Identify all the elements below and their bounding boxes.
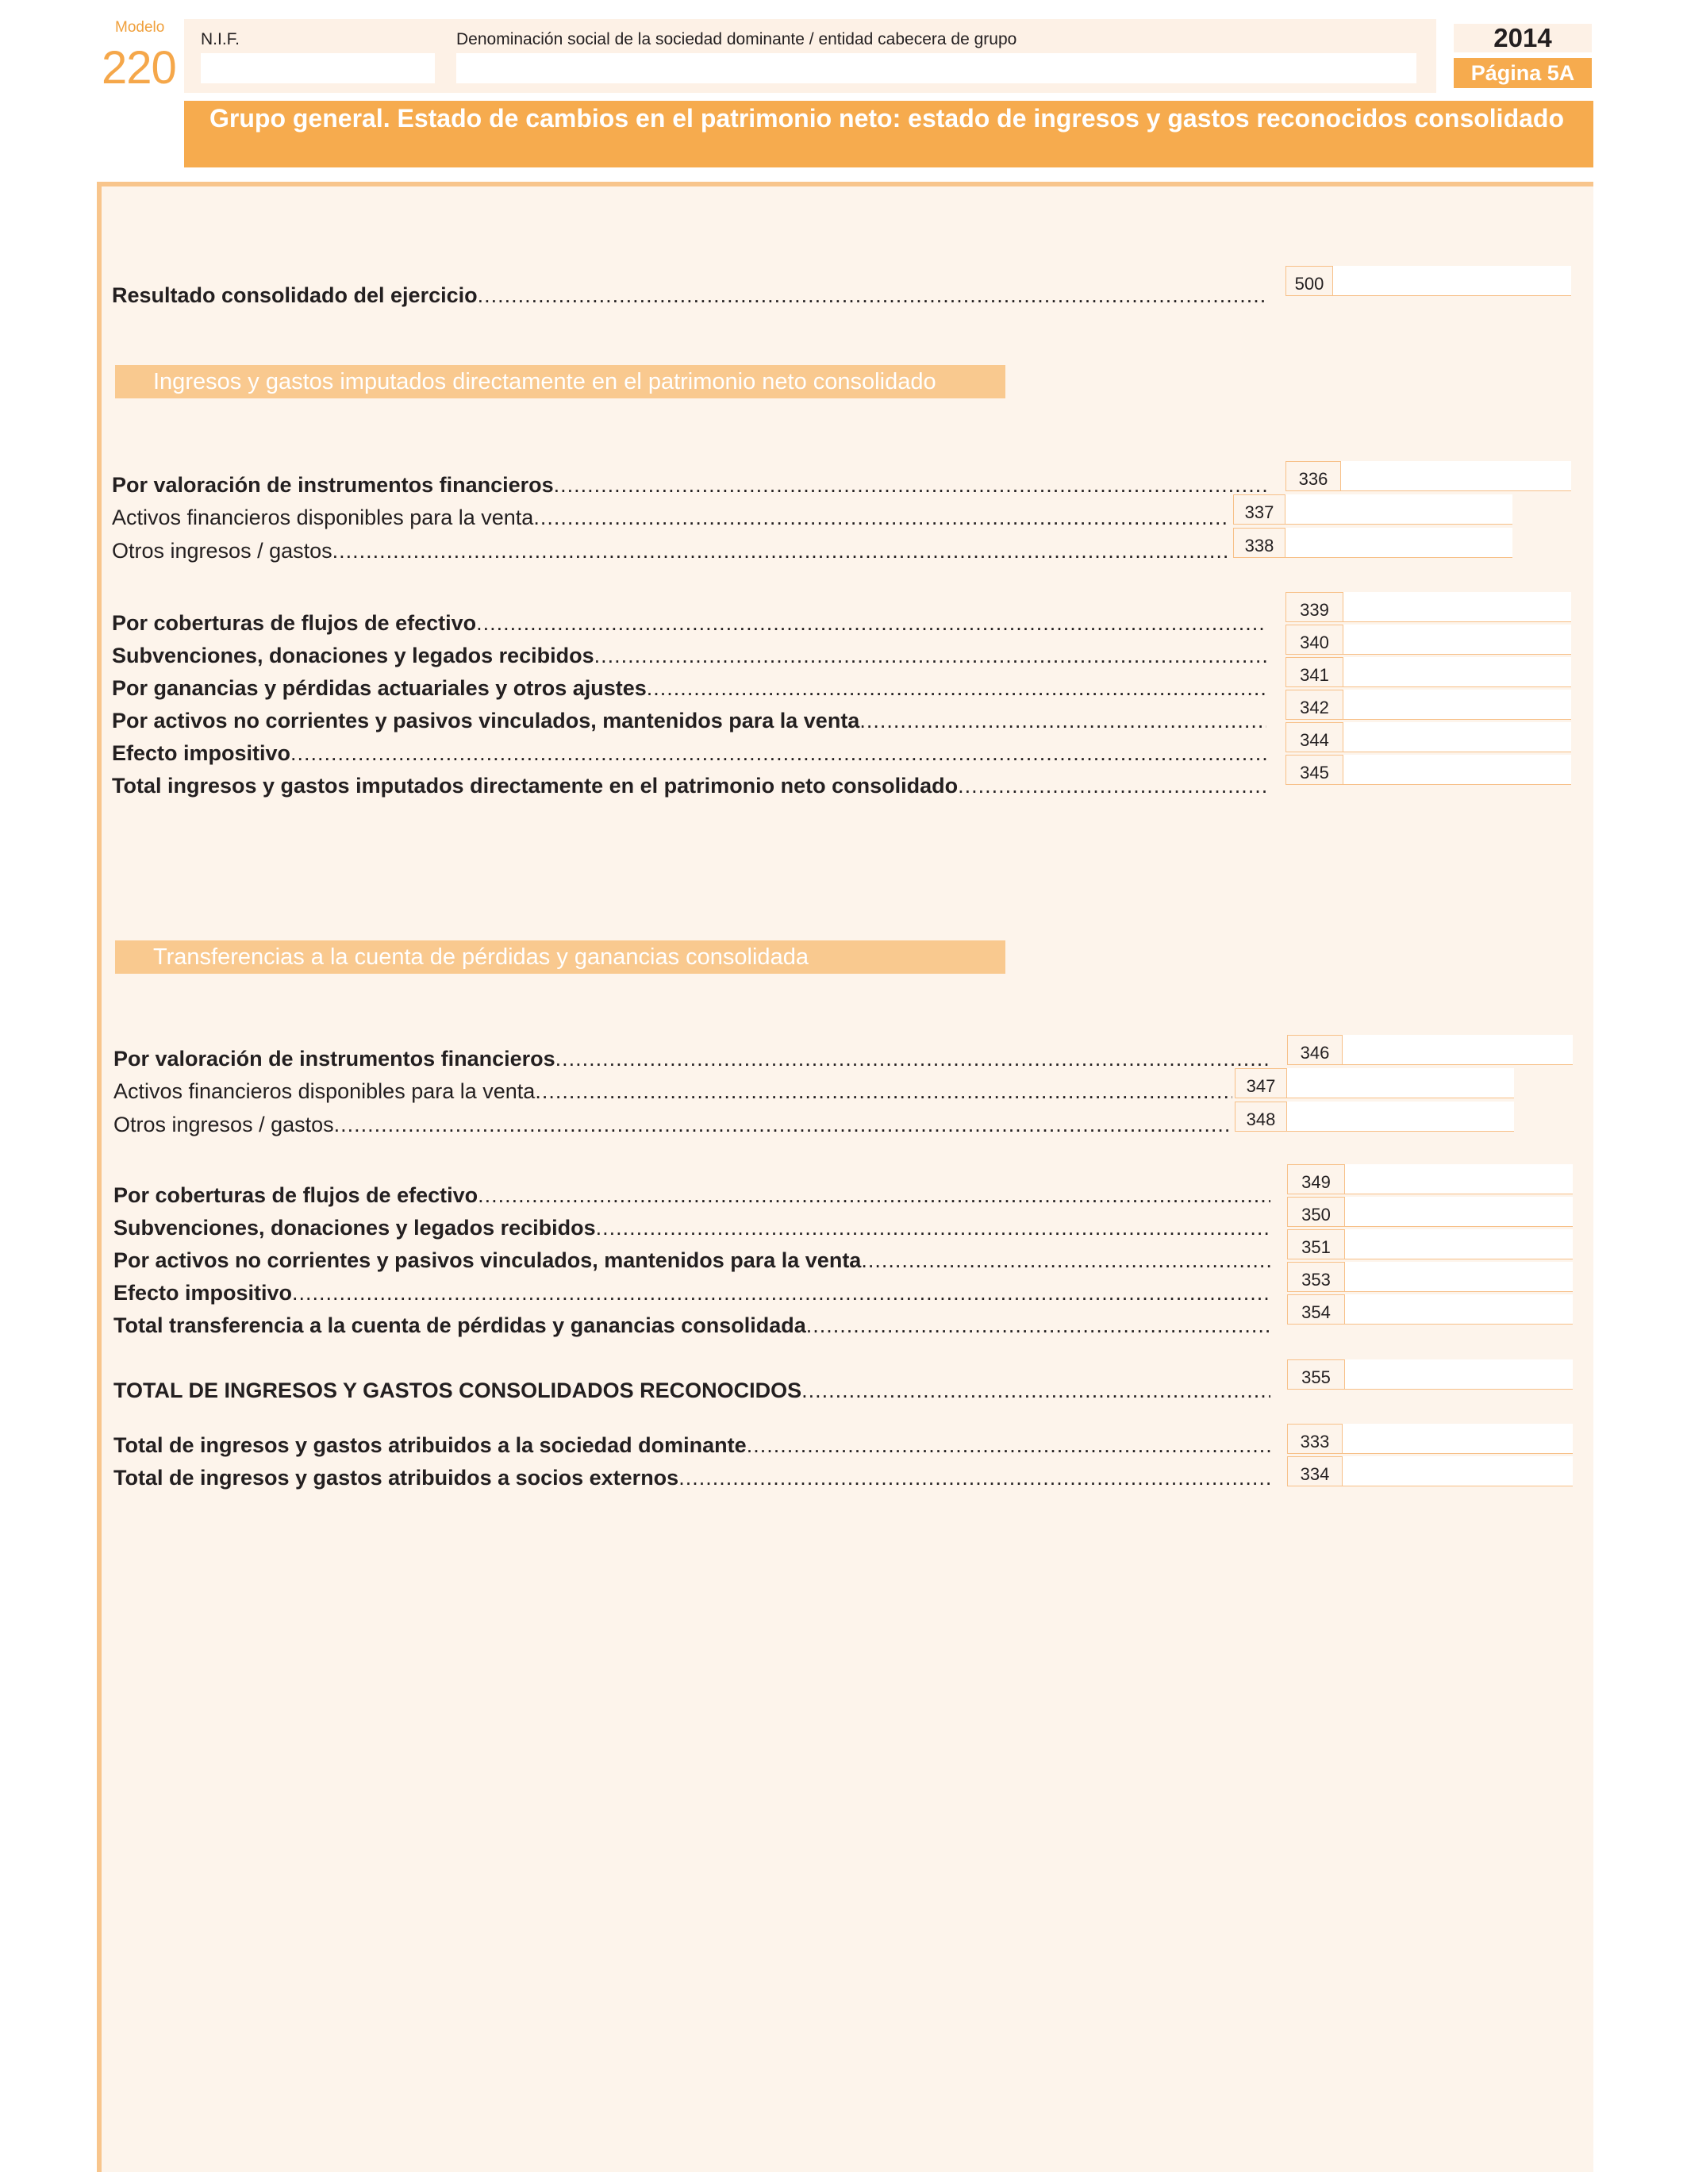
- leader-dots: [801, 1378, 1270, 1403]
- form-row-355: [113, 1371, 1270, 1403]
- leader-dots: [290, 741, 1266, 766]
- value-field-355[interactable]: [1345, 1359, 1573, 1390]
- code-348: 348: [1235, 1102, 1287, 1132]
- value-field-348[interactable]: [1287, 1102, 1514, 1132]
- form-row-347: [113, 1072, 1232, 1104]
- code-345: 345: [1285, 755, 1343, 785]
- row-label: Otros ingresos / gastos: [113, 1113, 334, 1136]
- row-label: Por coberturas de flujos de efectivo: [113, 1183, 478, 1207]
- value-field-333[interactable]: [1343, 1424, 1573, 1454]
- row-label: Activos financieros disponibles para la venta: [113, 1079, 536, 1103]
- section-header-transferencias: Transferencias a la cuenta de pérdidas y ganancias consolidada: [115, 940, 1005, 974]
- code-334: 334: [1287, 1456, 1343, 1486]
- denominacion-field[interactable]: [456, 53, 1416, 83]
- form-row-346: [113, 1040, 1270, 1071]
- code-339: 339: [1285, 592, 1343, 622]
- leader-dots: [535, 1079, 1232, 1104]
- code-341: 341: [1285, 657, 1343, 687]
- modelo-number: 220: [102, 42, 176, 94]
- value-field-345[interactable]: [1343, 755, 1571, 785]
- form-row-344: [112, 734, 1266, 766]
- value-field-334[interactable]: [1343, 1456, 1573, 1486]
- value-field-350[interactable]: [1345, 1197, 1573, 1227]
- value-field-338[interactable]: [1285, 528, 1512, 558]
- form-row-348: [113, 1105, 1232, 1137]
- code-346: 346: [1287, 1035, 1343, 1065]
- leader-dots: [958, 774, 1266, 798]
- value-field-500[interactable]: [1333, 266, 1571, 296]
- value-field-349[interactable]: [1345, 1164, 1573, 1194]
- code-351: 351: [1287, 1229, 1345, 1259]
- row-label: Por coberturas de flujos de efectivo: [112, 611, 477, 635]
- row-label: Total de ingresos y gastos atribuidos a la sociedad dominante: [113, 1433, 747, 1457]
- value-field-340[interactable]: [1343, 625, 1571, 655]
- form-row-337: [112, 498, 1229, 530]
- leader-dots: [747, 1433, 1270, 1458]
- row-label: Otros ingresos / gastos: [112, 539, 332, 563]
- value-field-354[interactable]: [1345, 1294, 1573, 1325]
- value-field-336[interactable]: [1341, 461, 1571, 491]
- code-354: 354: [1287, 1294, 1345, 1325]
- form-row-336: [112, 466, 1266, 498]
- leader-dots: [292, 1281, 1270, 1305]
- value-field-341[interactable]: [1343, 657, 1571, 687]
- leader-dots: [647, 676, 1266, 701]
- leader-dots: [476, 611, 1266, 636]
- row-label: Activos financieros disponibles para la venta: [112, 506, 534, 529]
- row-label: Por valoración de instrumentos financieros: [112, 473, 554, 497]
- leader-dots: [859, 709, 1266, 733]
- code-350: 350: [1287, 1197, 1345, 1227]
- leader-dots: [596, 1216, 1270, 1240]
- value-field-347[interactable]: [1287, 1068, 1514, 1098]
- form-row-333: [113, 1426, 1270, 1458]
- page-badge: Página 5A: [1454, 58, 1592, 88]
- leader-dots: [594, 644, 1266, 668]
- nif-label: N.I.F.: [201, 30, 240, 48]
- denominacion-label: Denominación social de la sociedad dominante / entidad cabecera de grupo: [456, 30, 1017, 48]
- form-row-338: [112, 532, 1229, 563]
- code-500: 500: [1285, 266, 1333, 296]
- row-label: Por ganancias y pérdidas actuariales y otros ajustes: [112, 676, 647, 700]
- leader-dots: [478, 1183, 1270, 1208]
- modelo-label: Modelo: [115, 19, 165, 36]
- form-row-350: [113, 1209, 1270, 1240]
- row-label: Total transferencia a la cuenta de pérdidas y ganancias consolidada: [113, 1313, 806, 1337]
- form-row-334: [113, 1459, 1270, 1490]
- code-337: 337: [1233, 494, 1285, 525]
- form-row-353: [113, 1274, 1270, 1305]
- leader-dots: [554, 473, 1266, 498]
- row-label: Efecto impositivo: [112, 741, 291, 765]
- form-row-354: [113, 1306, 1270, 1338]
- code-342: 342: [1285, 690, 1343, 720]
- value-field-351[interactable]: [1345, 1229, 1573, 1259]
- code-347: 347: [1235, 1068, 1287, 1098]
- value-field-342[interactable]: [1343, 690, 1571, 720]
- code-349: 349: [1287, 1164, 1345, 1194]
- value-field-339[interactable]: [1343, 592, 1571, 622]
- page-title: Grupo general. Estado de cambios en el patrimonio neto: estado de ingresos y gastos reconocidos consolidado: [209, 104, 1564, 133]
- leader-dots: [533, 506, 1229, 530]
- row-label: Resultado consolidado del ejercicio: [112, 283, 478, 307]
- row-label: Total ingresos y gastos imputados directamente en el patrimonio neto consolidado: [112, 774, 959, 798]
- form-row-339: [112, 604, 1266, 636]
- leader-dots: [861, 1248, 1270, 1273]
- code-344: 344: [1285, 722, 1343, 752]
- code-353: 353: [1287, 1262, 1345, 1292]
- row-label: TOTAL DE INGRESOS Y GASTOS CONSOLIDADOS RECONOCIDOS: [113, 1378, 802, 1402]
- value-field-344[interactable]: [1343, 722, 1571, 752]
- code-340: 340: [1285, 625, 1343, 655]
- leader-dots: [478, 283, 1266, 308]
- nif-field[interactable]: [201, 53, 435, 83]
- leader-dots: [555, 1047, 1270, 1071]
- row-label: Por activos no corrientes y pasivos vinculados, mantenidos para la venta: [112, 709, 860, 732]
- code-336: 336: [1285, 461, 1341, 491]
- row-label: Efecto impositivo: [113, 1281, 293, 1305]
- form-row-500: [112, 276, 1266, 308]
- row-label: Por activos no corrientes y pasivos vinculados, mantenidos para la venta: [113, 1248, 862, 1272]
- code-333: 333: [1287, 1424, 1343, 1454]
- code-355: 355: [1287, 1359, 1345, 1390]
- row-label: Subvenciones, donaciones y legados recibidos: [112, 644, 594, 667]
- form-row-345: [112, 767, 1266, 798]
- leader-dots: [332, 539, 1229, 563]
- form-row-349: [113, 1176, 1270, 1208]
- section-header-imputados: Ingresos y gastos imputados directamente en el patrimonio neto consolidado: [115, 365, 1005, 398]
- leader-dots: [806, 1313, 1270, 1338]
- code-338: 338: [1233, 528, 1285, 558]
- form-row-351: [113, 1241, 1270, 1273]
- value-field-337[interactable]: [1285, 494, 1512, 525]
- leader-dots: [334, 1113, 1232, 1137]
- form-row-342: [112, 702, 1266, 733]
- year-label: 2014: [1454, 24, 1592, 52]
- form-row-341: [112, 669, 1266, 701]
- row-label: Total de ingresos y gastos atribuidos a socios externos: [113, 1466, 679, 1490]
- value-field-353[interactable]: [1345, 1262, 1573, 1292]
- row-label: Por valoración de instrumentos financieros: [113, 1047, 555, 1071]
- leader-dots: [678, 1466, 1270, 1490]
- form-row-340: [112, 636, 1266, 668]
- value-field-346[interactable]: [1343, 1035, 1573, 1065]
- row-label: Subvenciones, donaciones y legados recibidos: [113, 1216, 596, 1240]
